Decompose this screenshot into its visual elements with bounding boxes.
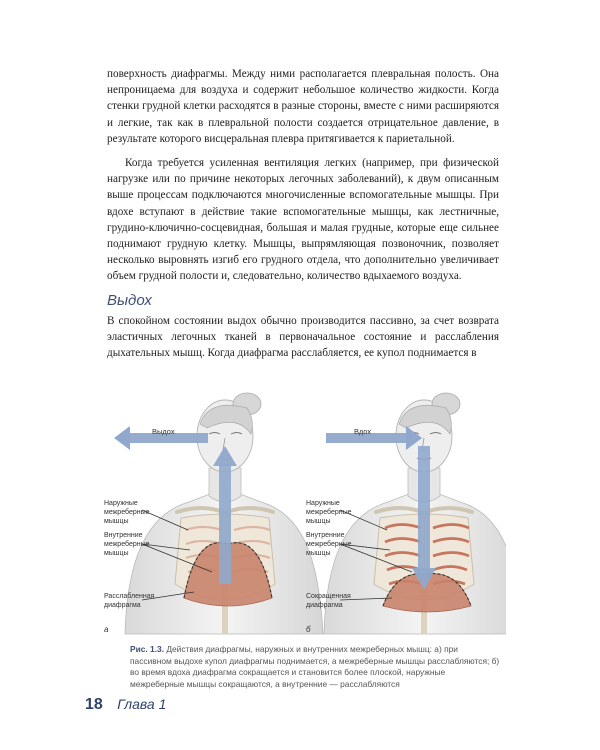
figure-illustration xyxy=(100,384,506,638)
panel-b-label-external-2: межреберные xyxy=(306,509,352,516)
panel-a-label-internal-1: Внутренние xyxy=(104,532,143,539)
caption-text: Действия диафрагмы, наружных и внутренних межреберных мышц: а) при пассивном выдохе купол диафрагмы поднимается, а межреберные мышцы расслабляются; б) во время вдоха диафрагма сокращается и становится более плоской, наружные межреберные мышцы сокращаются, а внутренние — расслабляются xyxy=(130,644,500,689)
paragraph-1-text: поверхность диафрагмы. Между ними располагается плевральная полость. Она непроницаема для воздуха и содержит небольшое количество жидкости. Когда стенки грудной клетки расходятся в разные стороны, вместе с ними расширяются и легкие, так как в плевральной полости создается отрицательное давление, в результате которого висцеральная плевра притягивается к париетальной. xyxy=(107,68,499,145)
panel-b-arrow-label: Вдох xyxy=(354,427,372,436)
panel-b-label-internal-2: межреберные xyxy=(306,541,352,548)
paragraph-3-text: В спокойном состоянии выдох обычно производится пассивно, за счет возврата эластичных легочных тканей в первоначальное состояние и расслабления дыхательных мышц. Когда диафрагма расслабляется, ее купол поднимается в xyxy=(107,315,499,360)
panel-b-label-external-1: Наружные xyxy=(306,500,340,507)
panel-a-label-diaphragm-1: Расслабленная xyxy=(104,593,155,600)
section-heading: Выдох xyxy=(107,292,152,309)
panel-a-label-external-2: межреберные xyxy=(104,509,150,516)
panel-b-label-internal-1: Внутренние xyxy=(306,532,345,539)
panel-a-letter: а xyxy=(104,625,109,634)
panel-b-label-diaphragm-1: Сокращенная xyxy=(306,593,351,600)
panel-a-arrow-label: Выдох xyxy=(152,427,175,436)
breathing-figure xyxy=(100,384,506,638)
panel-b-letter: б xyxy=(306,625,311,634)
panel-b-label-internal-3: мышцы xyxy=(306,550,331,557)
panel-a-label-diaphragm-2: диафрагма xyxy=(104,602,141,609)
chapter-label: Глава 1 xyxy=(117,696,167,712)
paragraph-2 xyxy=(107,155,499,285)
panel-b-label-external-3: мышцы xyxy=(306,518,331,525)
page-number: 18 xyxy=(85,696,103,713)
panel-a xyxy=(104,393,323,634)
paragraph-3 xyxy=(107,313,499,362)
caption-label: Рис. 1.3. xyxy=(130,644,165,654)
page-footer xyxy=(85,696,166,714)
panel-a-label-external-1: Наружные xyxy=(104,500,138,507)
paragraph-2-text: Когда требуется усиленная вентиляция легких (например, при физической нагрузке или по причине некоторых легочных заболеваний), к двум описанным выше процессам подключаются многочисленные вспомогательные мышцы. При вдохе вступают в действие такие вспомогательные мышцы, как лестничные, грудино-ключично-сосцевидная, большая и малая грудные, которые еще сильнее поднимают грудную клетку. Мышцы, выпрямляющая позвоночник, позволяет несколько выровнять изгиб его грудного отдела, что дополнительно увеличивает объем грудной полости и, следовательно, количество вдыхаемого воздуха. xyxy=(107,157,499,283)
figure-caption xyxy=(130,644,500,690)
panel-b-label-diaphragm-2: диафрагма xyxy=(306,602,343,609)
panel-a-label-internal-2: межреберные xyxy=(104,541,150,548)
paragraph-1 xyxy=(107,66,499,147)
panel-a-label-internal-3: мышцы xyxy=(104,550,129,557)
panel-b xyxy=(306,393,506,634)
panel-a-label-external-3: мышцы xyxy=(104,518,129,525)
